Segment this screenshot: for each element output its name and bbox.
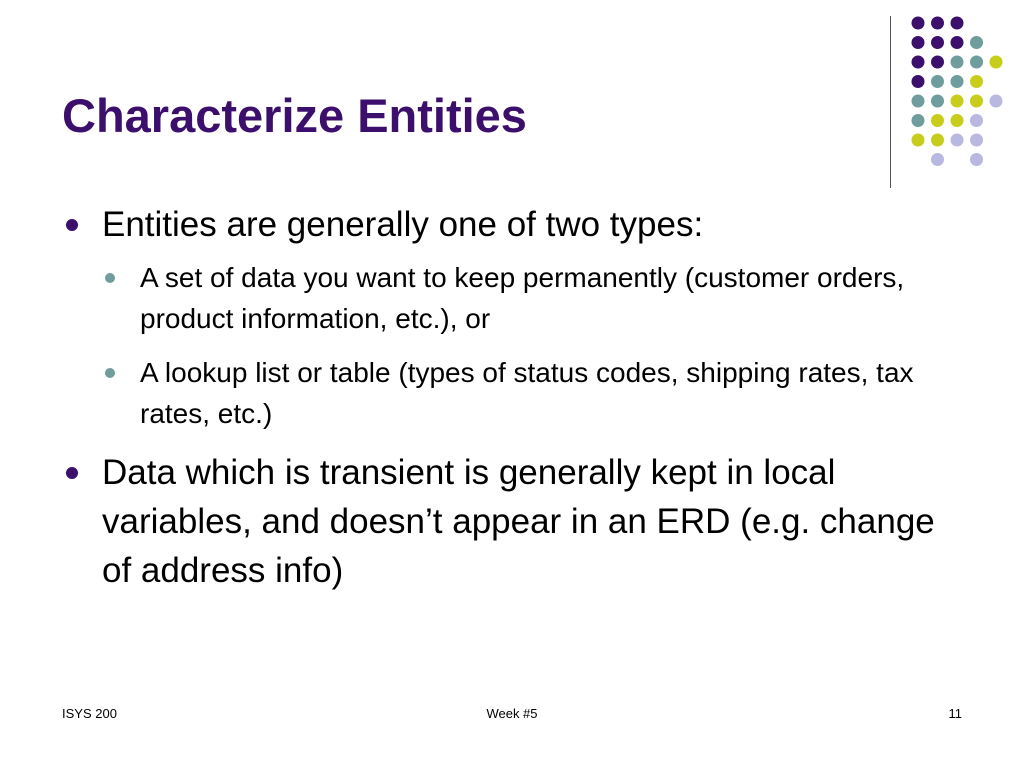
decorative-dot bbox=[970, 36, 983, 49]
decorative-dot bbox=[931, 114, 944, 127]
footer-page-number: 11 bbox=[948, 706, 962, 721]
decorative-dot bbox=[912, 134, 925, 147]
decorative-dot bbox=[951, 114, 964, 127]
decorative-dot bbox=[970, 75, 983, 88]
sub-bullet-text: A set of data you want to keep permanently (customer orders, product information, etc.), or bbox=[140, 262, 905, 334]
decorative-dot bbox=[951, 56, 964, 69]
sub-bullet-list bbox=[99, 257, 942, 434]
decorative-dot bbox=[912, 95, 925, 108]
decorative-dot bbox=[951, 134, 964, 147]
decorative-dot bbox=[970, 134, 983, 147]
sub-bullet-item bbox=[99, 352, 942, 434]
decorative-dot bbox=[912, 36, 925, 49]
slide-title: Characterize Entities bbox=[62, 89, 527, 142]
decorative-dot bbox=[912, 75, 925, 88]
sub-bullet-dot-icon bbox=[105, 273, 115, 283]
decorative-dot bbox=[970, 95, 983, 108]
decorative-dot bbox=[912, 114, 925, 127]
bullet-text: Entities are generally one of two types: bbox=[102, 205, 704, 244]
decorative-dot bbox=[951, 17, 964, 30]
decorative-dot bbox=[931, 95, 944, 108]
decorative-dot bbox=[931, 36, 944, 49]
slide-body bbox=[62, 200, 942, 603]
decorative-dot bbox=[951, 95, 964, 108]
vertical-divider bbox=[890, 16, 891, 188]
bullet-item bbox=[62, 200, 942, 249]
decorative-dot bbox=[970, 56, 983, 69]
decorative-dot bbox=[931, 134, 944, 147]
decorative-dot bbox=[912, 17, 925, 30]
decorative-dot bbox=[990, 95, 1003, 108]
bullet-dot-icon bbox=[66, 219, 78, 231]
decorative-dot bbox=[912, 56, 925, 69]
decorative-dot bbox=[931, 17, 944, 30]
decorative-dot bbox=[951, 36, 964, 49]
decorative-dot bbox=[970, 114, 983, 127]
sub-bullet-text: A lookup list or table (types of status codes, shipping rates, tax rates, etc.) bbox=[140, 357, 914, 429]
decorative-dot bbox=[931, 75, 944, 88]
sub-bullet-item bbox=[99, 257, 942, 339]
decorative-dot bbox=[990, 56, 1003, 69]
sub-bullet-dot-icon bbox=[105, 368, 115, 378]
footer-week: Week #5 bbox=[486, 706, 538, 721]
bullet-item bbox=[62, 448, 942, 595]
decorative-dot bbox=[970, 153, 983, 166]
decorative-dot bbox=[931, 153, 944, 166]
bullet-dot-icon bbox=[66, 467, 78, 479]
footer-course: ISYS 200 bbox=[62, 706, 117, 721]
decorative-dot bbox=[951, 75, 964, 88]
decorative-dot bbox=[931, 56, 944, 69]
bullet-text: Data which is transient is generally kept in local variables, and doesn’t appear in an ERD (e.g. change of address info) bbox=[102, 453, 935, 590]
